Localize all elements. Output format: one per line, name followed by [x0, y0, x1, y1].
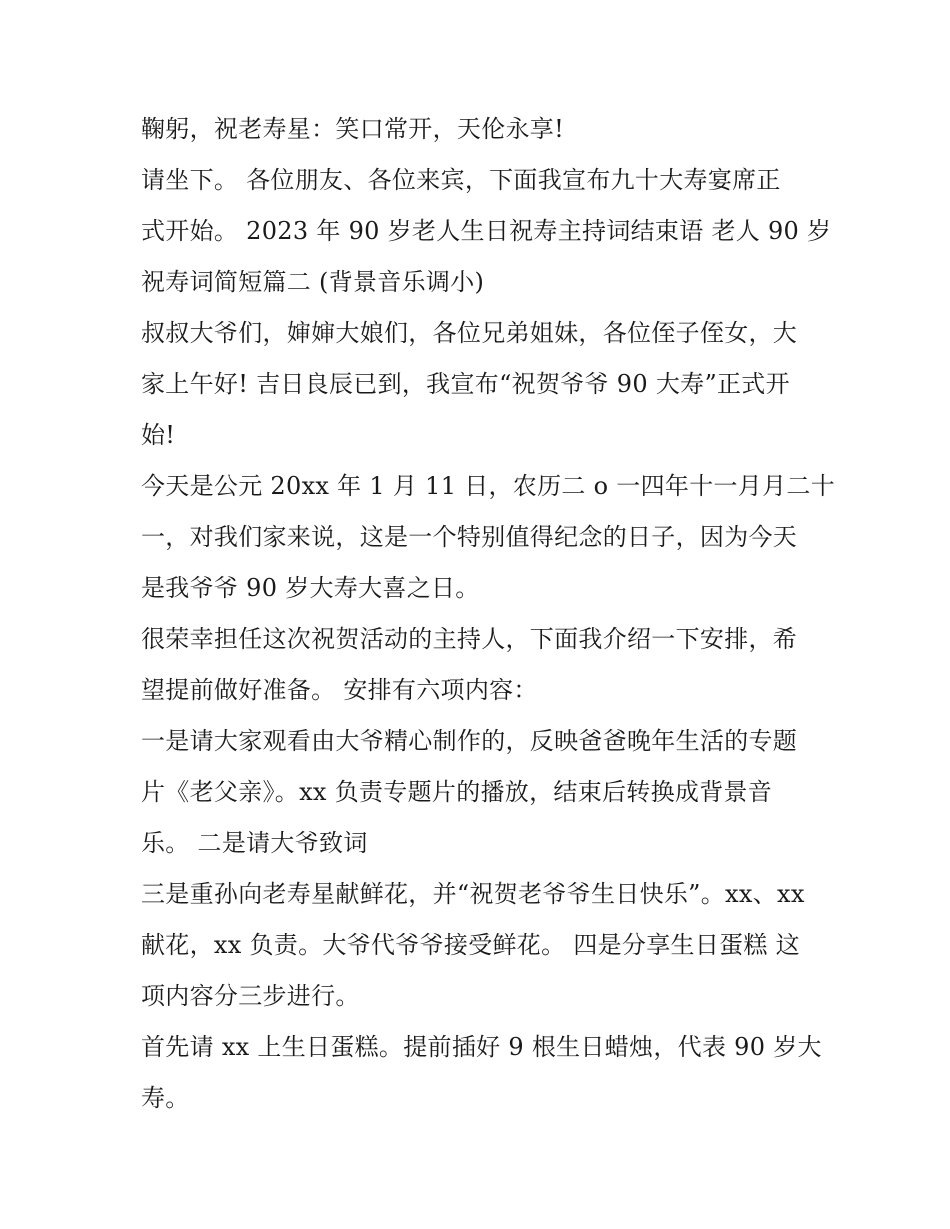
text-line: 望提前做好准备。 安排有六项内容：	[141, 676, 538, 704]
text-line: 今天是公元 20xx 年 1 月 11 日，农历二 o 一四年十一月月二十	[141, 472, 835, 500]
text-line: 很荣幸担任这次祝贺活动的主持人，下面我介绍一下安排，希	[141, 625, 798, 653]
text-line: 鞠躬，祝老寿星：笑口常开，天伦永享!	[141, 115, 565, 143]
text-line: 一是请大家观看由大爷精心制作的，反映爸爸晚年生活的专题	[141, 727, 798, 755]
text-line: 项内容分三步进行。	[141, 982, 360, 1010]
text-line: 式开始。 2023 年 90 岁老人生日祝寿主持词结束语 老人 90 岁	[141, 217, 832, 245]
text-line: 叔叔大爷们，婶婶大娘们，各位兄弟姐妹，各位侄子侄女，大	[141, 319, 798, 347]
text-line: 是我爷爷 90 岁大寿大喜之日。	[141, 574, 480, 602]
text-line: 一，对我们家来说，这是一个特别值得纪念的日子，因为今天	[141, 523, 798, 551]
text-line: 祝寿词简短篇二 (背景音乐调小)	[141, 268, 485, 296]
text-line: 首先请 xx 上生日蛋糕。提前插好 9 根生日蜡烛，代表 90 岁大	[141, 1033, 822, 1061]
text-line: 乐。 二是请大爷致词	[141, 829, 368, 857]
text-line: 始!	[141, 421, 176, 449]
text-line: 片《老父亲》。xx 负责专题片的播放，结束后转换成背景音	[141, 778, 773, 806]
text-line: 寿。	[141, 1084, 190, 1112]
text-line: 三是重孙向老寿星献鲜花，并“祝贺老爷爷生日快乐”。xx、xx	[141, 880, 805, 908]
text-line: 献花，xx 负责。大爷代爷爷接受鲜花。 四是分享生日蛋糕 这	[141, 931, 800, 959]
text-line: 请坐下。 各位朋友、各位来宾，下面我宣布九十大寿宴席正	[141, 166, 781, 194]
text-line: 家上午好! 吉日良辰已到，我宣布“祝贺爷爷 90 大寿”正式开	[141, 370, 790, 398]
